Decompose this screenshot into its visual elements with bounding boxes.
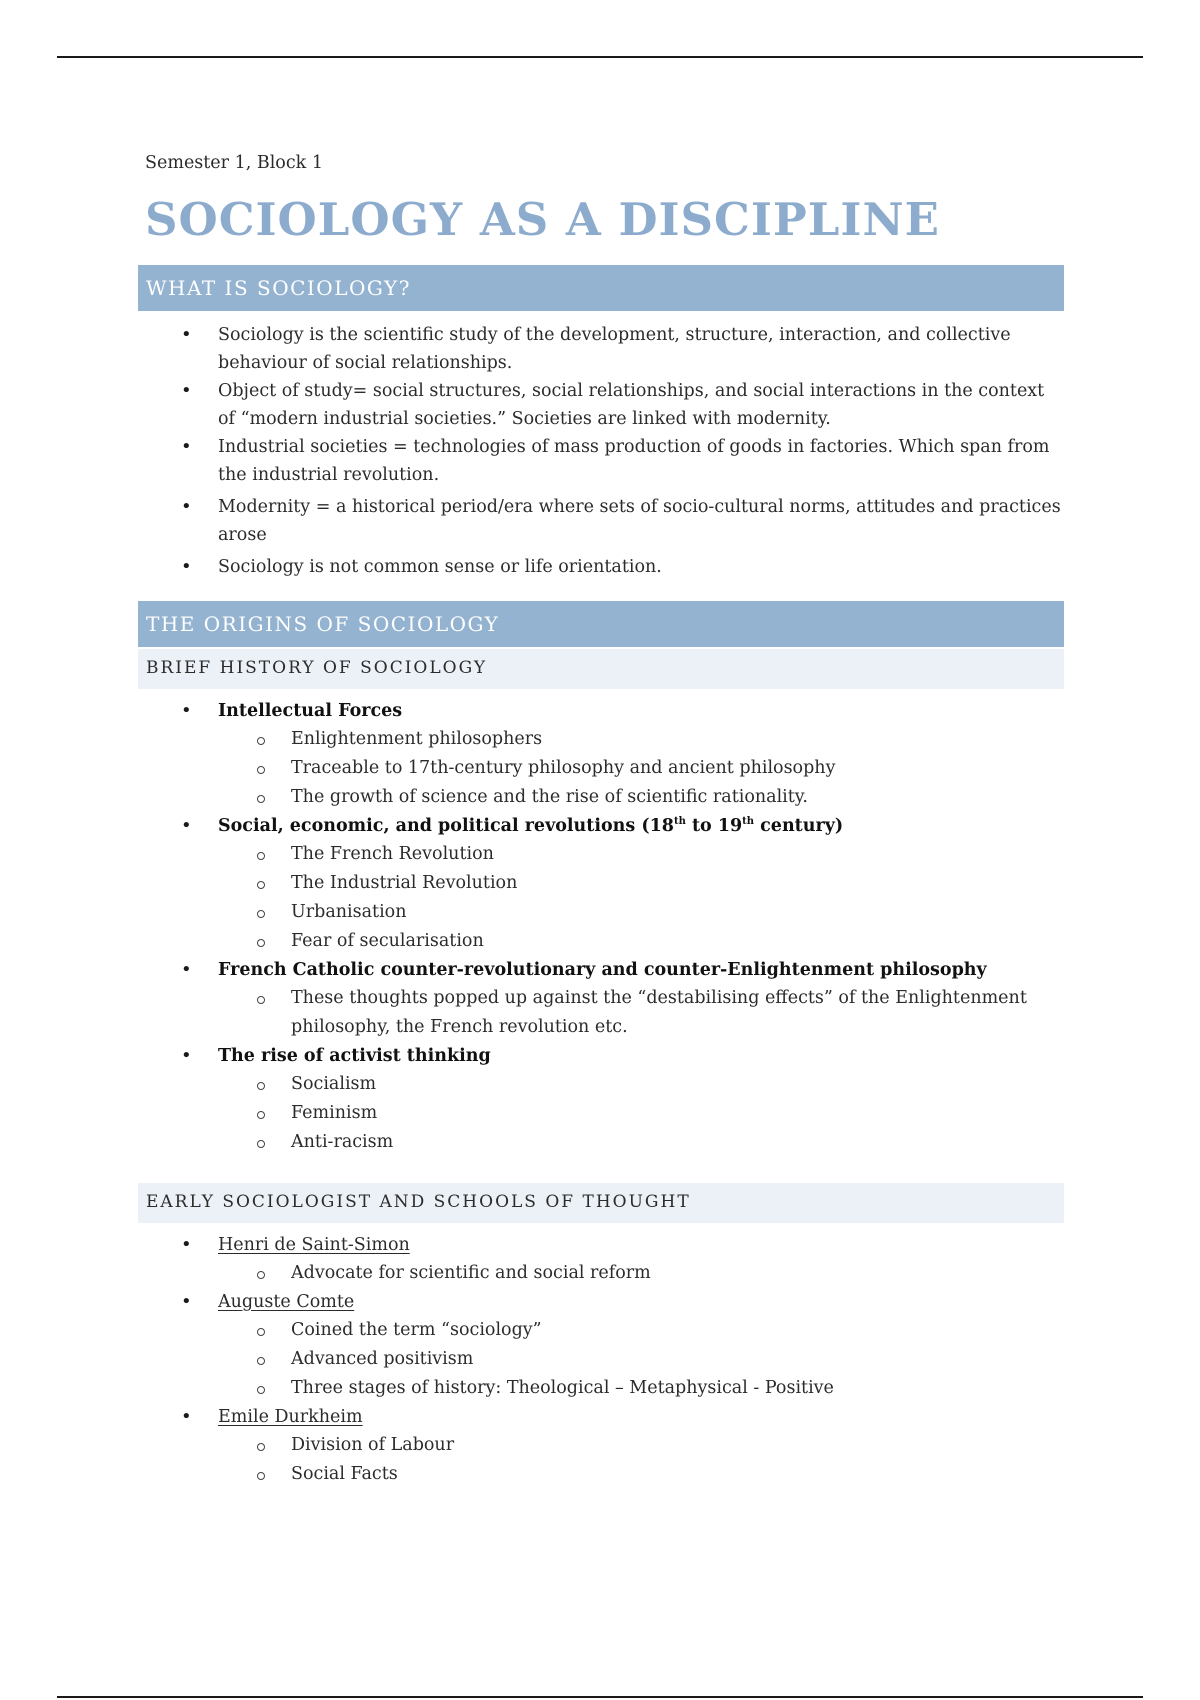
- sub-list-item: The growth of science and the rise of scientific rationality.: [138, 783, 1064, 812]
- brief-history-list: [138, 697, 1064, 1157]
- list-item: • Sociology is the scientific study of the development, structure, interaction, and collective behaviour of social relationships.: [138, 321, 1064, 377]
- list-item: [138, 697, 1064, 812]
- list-item: [138, 1042, 1064, 1157]
- sub-list-item: Fear of secularisation: [138, 927, 1064, 956]
- list-item: • Sociology is not common sense or life orientation.: [138, 553, 1064, 581]
- sub-list-item: Coined the term “sociology”: [138, 1316, 1064, 1345]
- list-item: • Object of study= social structures, social relationships, and social interactions in the context of “modern industrial societies.” Societies are linked with modernity.: [138, 377, 1064, 433]
- sub-list-item: Enlightenment philosophers: [138, 725, 1064, 754]
- sub-list-item: Advanced positivism: [138, 1345, 1064, 1374]
- list-item: [138, 1288, 1064, 1403]
- sub-list-item: Anti-racism: [138, 1128, 1064, 1157]
- sub-list-item: Division of Labour: [138, 1431, 1064, 1460]
- sub-list-item: Urbanisation: [138, 898, 1064, 927]
- sub-list-item: Social Facts: [138, 1460, 1064, 1489]
- list-item: [138, 956, 1064, 1042]
- group-label: Social, economic, and political revolutions (18th to 19th century): [218, 816, 844, 836]
- sub-list-item: These thoughts popped up against the “destabilising effects” of the Enlightenment philosophy, the French revolution etc.: [138, 984, 1064, 1042]
- early-sociologists-list: [138, 1231, 1064, 1489]
- group-label: Intellectual Forces: [218, 701, 403, 721]
- person-name: Auguste Comte: [218, 1292, 355, 1312]
- list-item: [138, 1403, 1064, 1489]
- sub-list-item: Advocate for scientific and social reform: [138, 1259, 1064, 1288]
- group-label: French Catholic counter-revolutionary and counter-Enlightenment philosophy: [218, 960, 987, 980]
- bottom-rule: [57, 1696, 1143, 1698]
- sub-list-item: Three stages of history: Theological – Metaphysical - Positive: [138, 1374, 1064, 1403]
- top-rule: [57, 56, 1143, 58]
- person-name: Henri de Saint-Simon: [218, 1235, 410, 1255]
- semester-label: Semester 1, Block 1: [145, 153, 323, 173]
- what-is-sociology-heading: WHAT IS SOCIOLOGY?: [138, 265, 1064, 311]
- page-content: [138, 150, 1064, 1489]
- group-label: The rise of activist thinking: [218, 1046, 491, 1066]
- sub-list-item: Feminism: [138, 1099, 1064, 1128]
- sub-list-item: Socialism: [138, 1070, 1064, 1099]
- person-name: Emile Durkheim: [218, 1407, 363, 1427]
- document-title: SOCIOLOGY AS A DISCIPLINE: [145, 193, 940, 246]
- what-is-sociology-list: [138, 321, 1064, 581]
- early-sociologists-heading: EARLY SOCIOLOGIST AND SCHOOLS OF THOUGHT: [138, 1183, 1064, 1223]
- brief-history-heading: BRIEF HISTORY OF SOCIOLOGY: [138, 649, 1064, 689]
- list-item: • Industrial societies = technologies of mass production of goods in factories. Which span from the industrial revolution.: [138, 433, 1064, 489]
- sub-list-item: Traceable to 17th-century philosophy and ancient philosophy: [138, 754, 1064, 783]
- sub-list-item: The French Revolution: [138, 840, 1064, 869]
- list-item: [138, 812, 1064, 956]
- list-item: [138, 1231, 1064, 1288]
- list-item: • Modernity = a historical period/era where sets of socio-cultural norms, attitudes and practices arose: [138, 493, 1064, 549]
- sub-list-item: The Industrial Revolution: [138, 869, 1064, 898]
- origins-heading: THE ORIGINS OF SOCIOLOGY: [138, 601, 1064, 647]
